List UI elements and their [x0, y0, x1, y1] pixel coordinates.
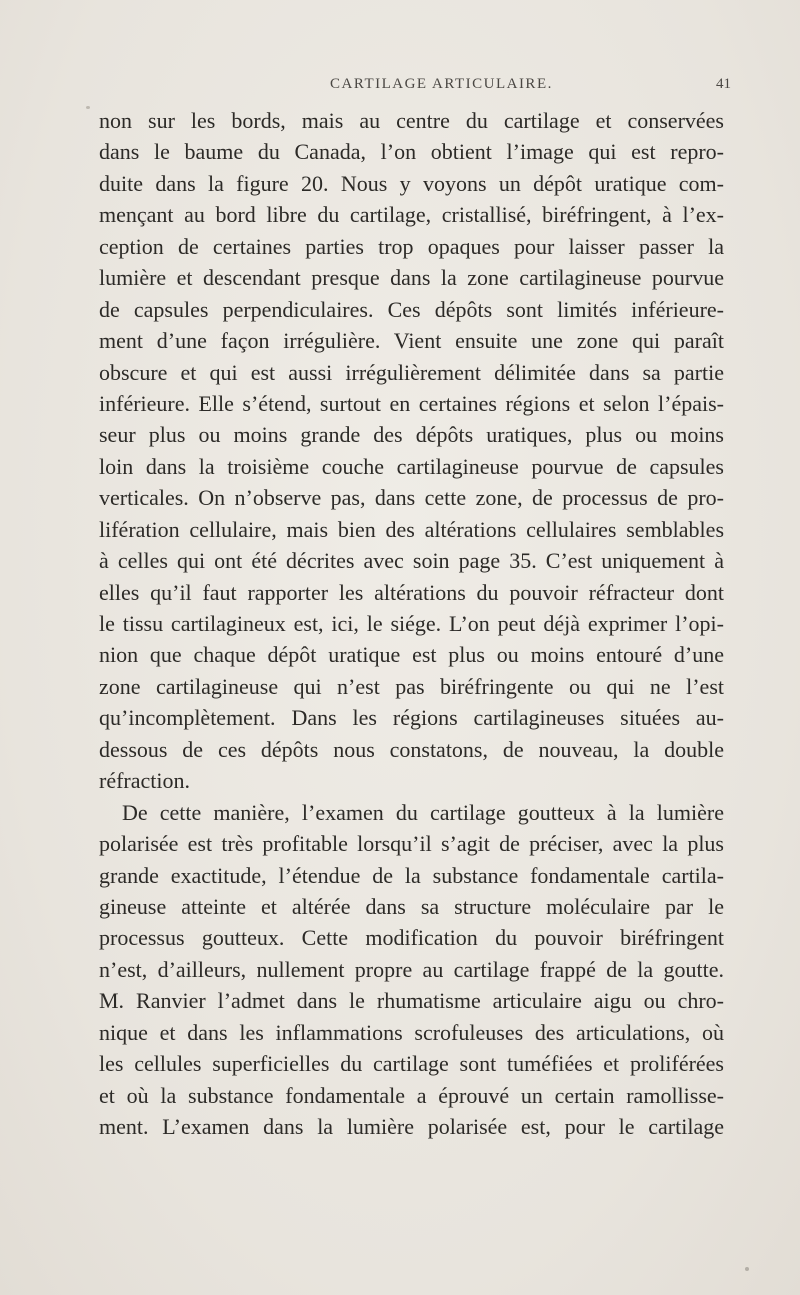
text-line: lifération cellulaire, mais bien des altérations cellulaires semblables — [99, 516, 724, 542]
text-line: le tissu cartilagineux est, ici, le siége. L’on peut déjà exprimer l’opi- — [99, 611, 724, 636]
text-line: ment d’une façon irrégulière. Vient ensuite une zone qui paraît — [99, 328, 724, 354]
text-line: nique et dans les inflammations scrofuleuses des articulations, où — [99, 1019, 724, 1045]
text-line: obscure et qui est aussi irrégulièrement délimitée dans sa partie — [99, 359, 724, 385]
text-line: de capsules perpendiculaires. Ces dépôts sont limités inférieure- — [99, 296, 724, 322]
text-line: les cellules superficielles du cartilage sont tuméfiées et proliférées — [99, 1051, 724, 1077]
text-line: lumière et descendant presque dans la zone cartilagineuse pourvue — [99, 265, 724, 291]
text-line: non sur les bords, mais au centre du cartilage et conservées — [99, 108, 724, 133]
text-line: zone cartilagineuse qui n’est pas biréfringente ou qui ne l’est — [99, 673, 724, 699]
text-line: duite dans la figure 20. Nous y voyons un dépôt uratique com- — [99, 170, 724, 196]
text-line: qu’incomplètement. Dans les régions cartilagineuses situées au- — [99, 705, 724, 731]
text-line: M. Ranvier l’admet dans le rhumatisme articulaire aigu ou chro- — [99, 988, 724, 1014]
text-line: elles qu’il faut rapporter les altérations du pouvoir réfracteur dont — [99, 579, 724, 605]
text-line: processus goutteux. Cette modification du pouvoir biréfringent — [99, 925, 724, 951]
text-line: gineuse atteinte et altérée dans sa structure moléculaire par le — [99, 893, 724, 919]
text-line: et où la substance fondamentale a éprouvé un certain ramollisse- — [99, 1082, 724, 1108]
paragraph-start-line: De cette manière, l’examen du cartilage goutteux à la lumière — [122, 799, 724, 825]
text-line: mençant au bord libre du cartilage, cristallisé, biréfringent, à l’ex- — [99, 202, 724, 228]
paper-speck — [745, 1267, 749, 1271]
text-line: seur plus ou moins grande des dépôts uratiques, plus ou moins — [99, 422, 724, 448]
page-number: 41 — [716, 76, 731, 92]
text-line: dessous de ces dépôts nous constatons, de nouveau, la double — [99, 736, 724, 762]
text-line: nion que chaque dépôt uratique est plus ou moins entouré d’une — [99, 642, 724, 668]
text-line: inférieure. Elle s’étend, surtout en certaines régions et selon l’épais- — [99, 390, 724, 416]
text-line: grande exactitude, l’étendue de la substance fondamentale cartila- — [99, 862, 724, 888]
text-line: dans le baume du Canada, l’on obtient l’image qui est repro- — [99, 139, 724, 165]
body-text — [99, 105, 724, 1142]
text-line: loin dans la troisième couche cartilagineuse pourvue de capsules — [99, 453, 724, 479]
text-line: polarisée est très profitable lorsqu’il s’agit de préciser, avec la plus — [99, 831, 724, 857]
paper-speck — [86, 106, 90, 109]
text-line: ception de certaines parties trop opaques pour laisser passer la — [99, 233, 724, 259]
paragraph-end-line: réfraction. — [99, 768, 190, 794]
text-line: verticales. On n’observe pas, dans cette zone, de processus de pro- — [99, 485, 724, 511]
text-line: n’est, d’ailleurs, nullement propre au cartilage frappé de la goutte. — [99, 956, 724, 982]
text-line: à celles qui ont été décrites avec soin page 35. C’est uniquement à — [99, 548, 724, 574]
running-title: CARTILAGE ARTICULAIRE. — [330, 76, 553, 92]
text-line: ment. L’examen dans la lumière polarisée est, pour le cartilage — [99, 1114, 724, 1139]
